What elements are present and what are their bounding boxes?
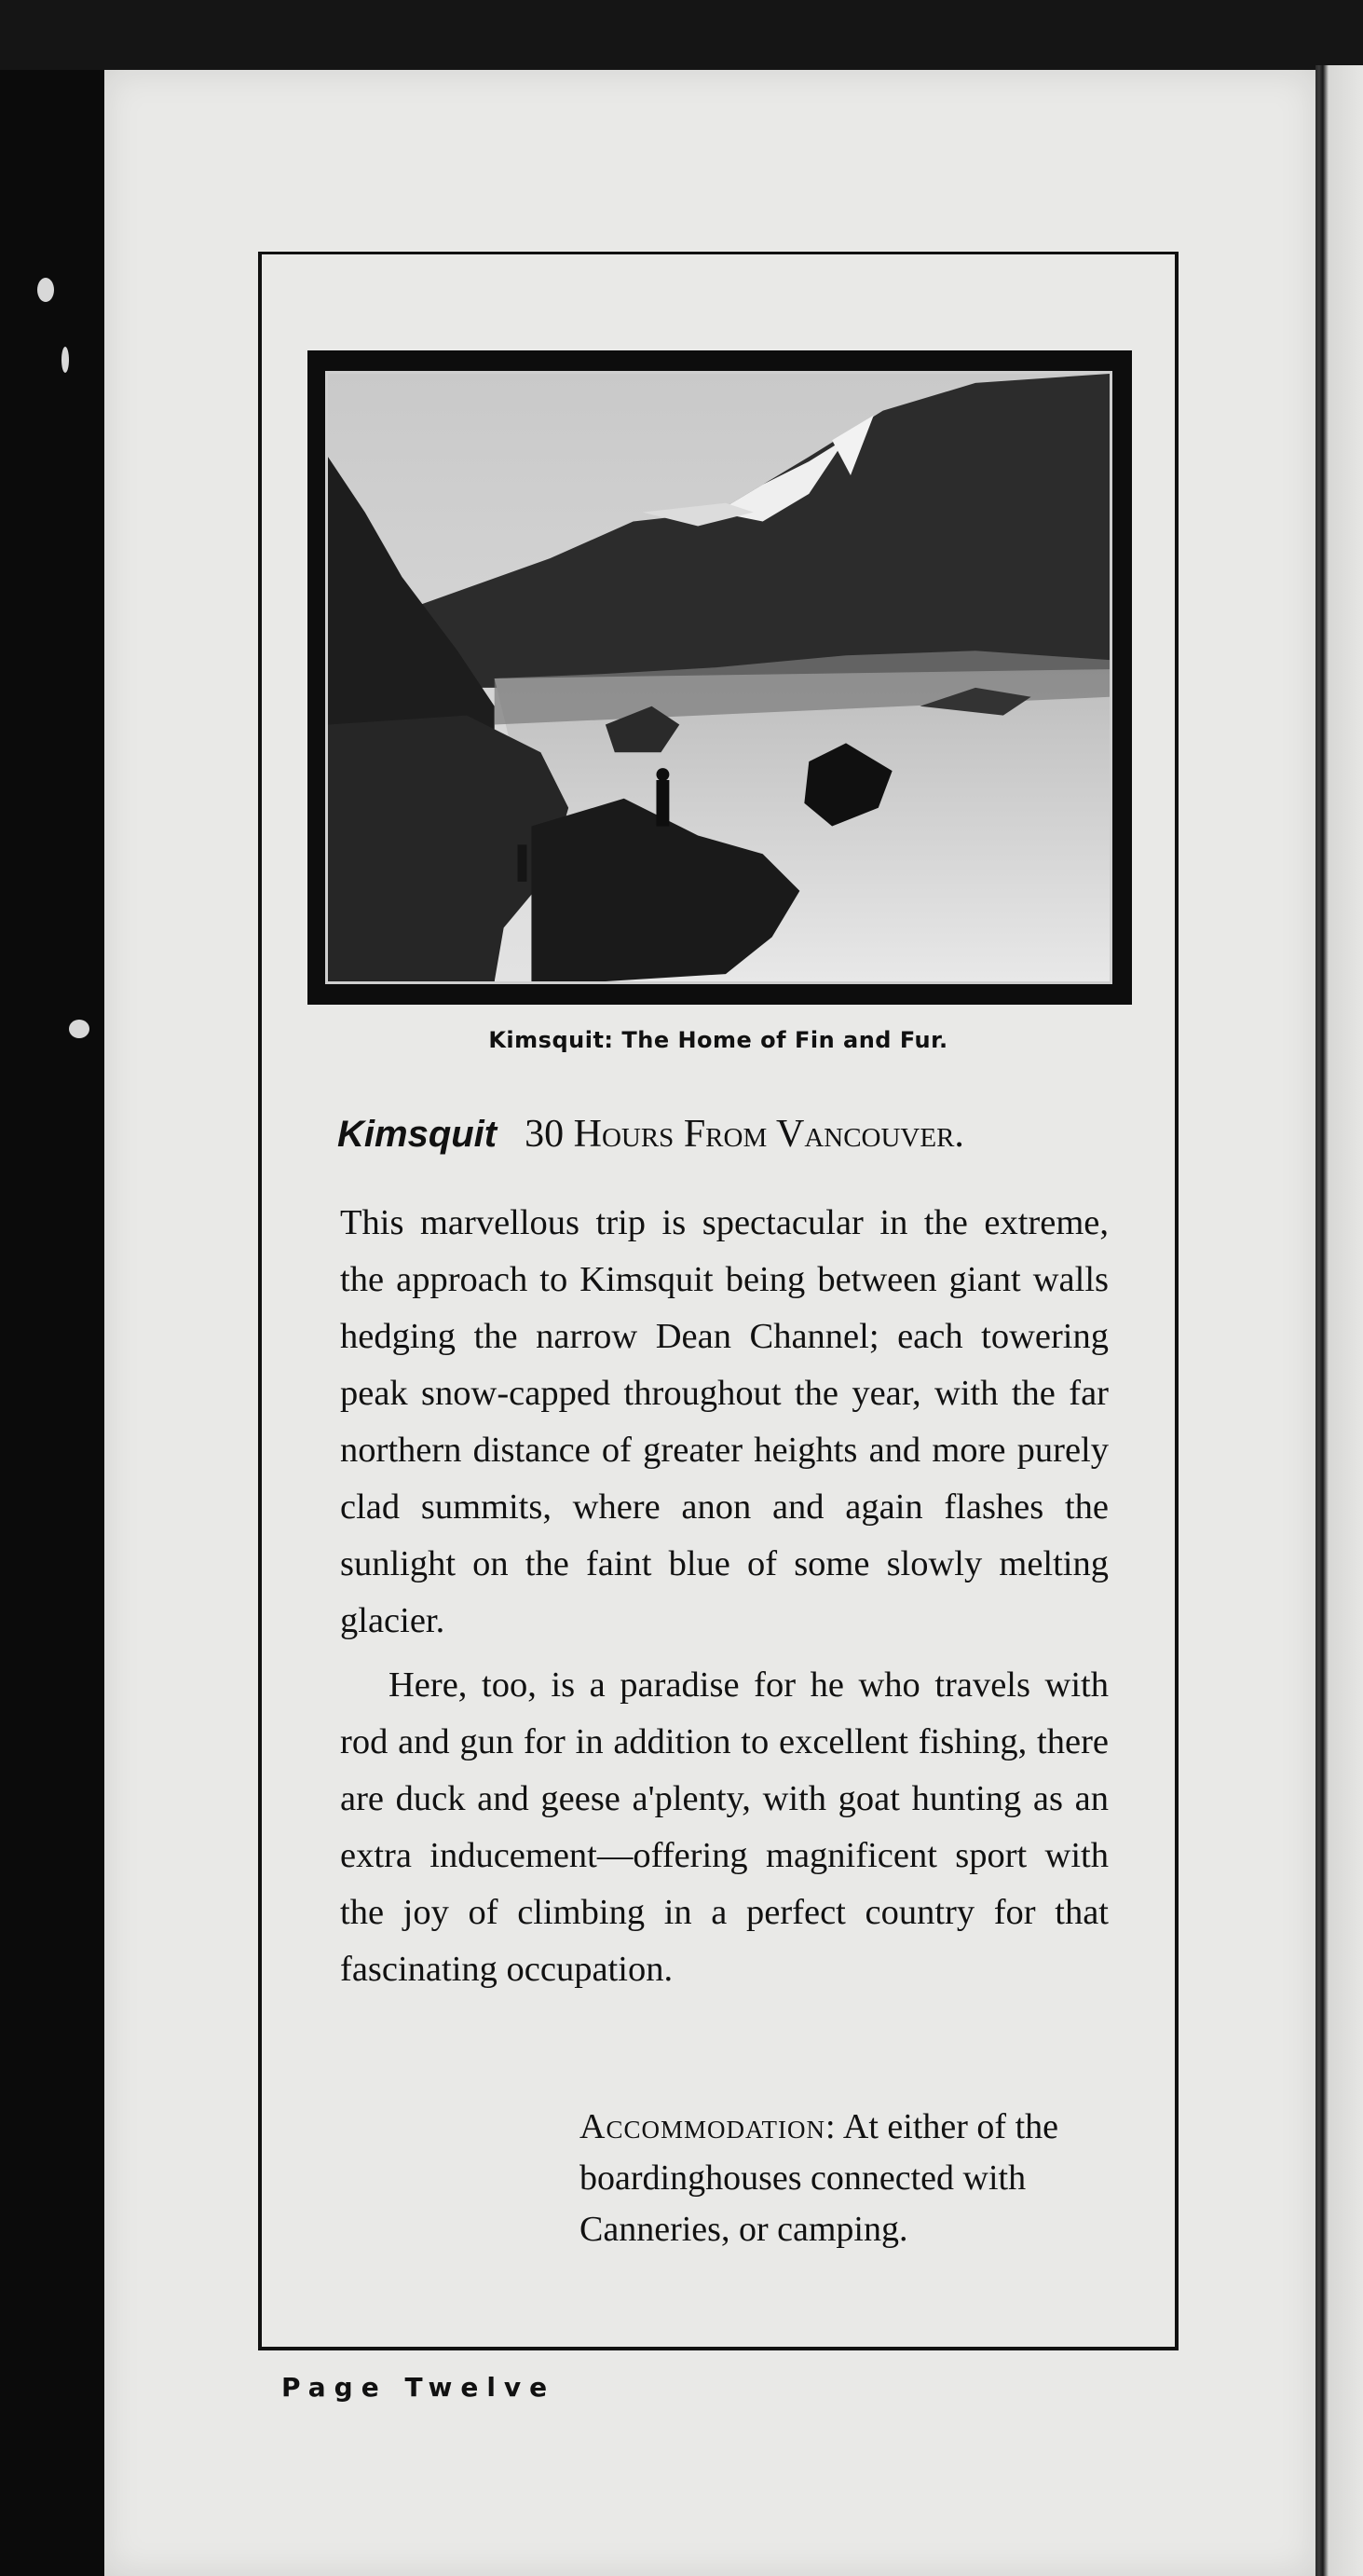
accommodation-label: Accommodation:	[579, 2107, 837, 2146]
paragraph-2: Here, too, is a paradise for he who travels with rod and gun for in addition to excellent fishing, there are duck and geese a'plenty, with goat hunting as an extra inducement—offering magnificent sport with the joy of climbing in a perfect country for that fascinating occupation.	[340, 1665, 1109, 1989]
body-text	[340, 1195, 1109, 1998]
scan-speck	[61, 347, 69, 373]
page-number: Page Twelve	[281, 2372, 556, 2403]
accommodation-note	[579, 2102, 1120, 2255]
scan-speck	[37, 278, 54, 302]
heading-place: Kimsquit	[337, 1114, 497, 1155]
scan-top-edge	[0, 0, 1363, 70]
accommodation-text: At either of the boardinghouses connected with Canneries, or camping.	[579, 2107, 1059, 2249]
photo-caption: Kimsquit: The Home of Fin and Fur.	[488, 1027, 948, 1053]
landscape-photo-icon	[328, 374, 1110, 981]
landscape-photo	[325, 371, 1112, 984]
scan-speck	[69, 1020, 89, 1038]
next-page-edge	[1315, 65, 1363, 2576]
heading-travel-time: 30 Hours From Vancouver.	[525, 1113, 964, 1156]
section-heading	[337, 1112, 1120, 1157]
paragraph-1: This marvellous trip is spectacular in the extreme, the approach to Kimsquit being between giant walls hedging the narrow Dean Channel; each towering peak snow-capped throughout the year, with the far northern distance of greater heights and more purely clad summits, where anon and again flashes the sunlight on the faint blue of some slowly melting glacier.	[340, 1203, 1109, 1640]
